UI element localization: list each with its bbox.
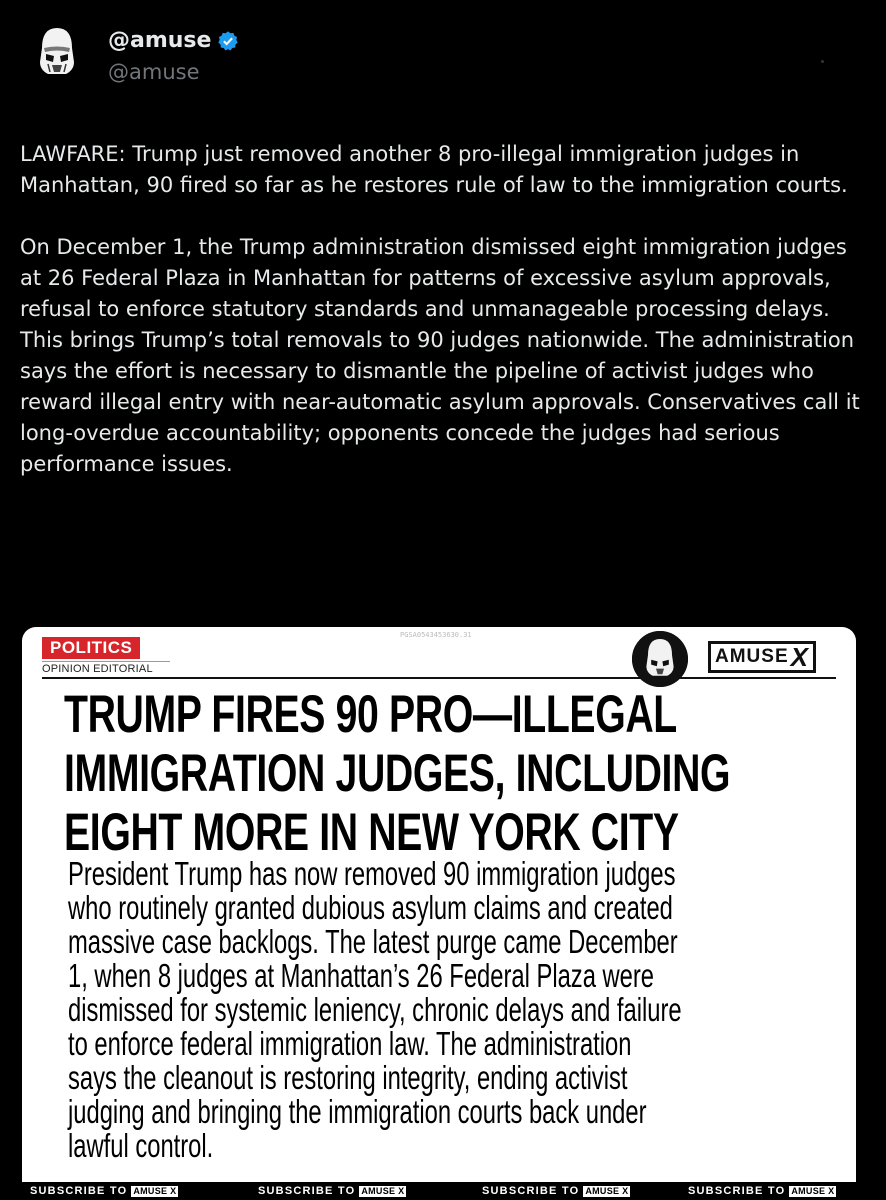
verified-badge-icon [217, 30, 239, 52]
tweet-paragraph-2: On December 1, the Trump administration dismissed eight immigration judges at 26 Federal Plaza in Manhattan for patterns of excessive asylum approvals, refusal to enforce statutory standards and unmanageable processing delays. This brings Trump’s total removals to 90 judges nationwide. The administration says the effort is necessary to dismantle the pipeline of activist judges who reward illegal entry with near-automatic asylum approvals. Conservatives call it long-overdue accountability; opponents concede the judges had serious performance issues. [20, 235, 860, 476]
subscribe-item [258, 1185, 406, 1197]
display-name[interactable] [108, 28, 239, 53]
tweet-text [20, 139, 870, 480]
user-handle[interactable]: @amuse [108, 60, 200, 84]
subscribe-logo: AMUSE X [791, 1185, 835, 1196]
more-options-icon[interactable] [821, 60, 824, 63]
subscribe-label: SUBSCRIBE TO [482, 1185, 580, 1197]
avatar[interactable] [22, 18, 92, 88]
subscribe-label: SUBSCRIBE TO [688, 1185, 786, 1197]
subscribe-strip [0, 1182, 886, 1200]
stormtrooper-helmet-icon [22, 18, 92, 88]
subscribe-item [482, 1185, 630, 1197]
graphic-headline: TRUMP FIRES 90 PRO—ILLEGAL IMMIGRATION JUDGES, INCLUDING EIGHT MORE IN NEW YORK CITY [64, 685, 731, 862]
graphic-body: President Trump has now removed 90 immigration judges who routinely granted dubious asylum claims and created massive case backlogs. The latest purge came December 1, when 8 judges at Manhattan’s 26 Federal Plaza were dismissed for systemic leniency, chronic delays and failure to enforce federal immigration law. The administration says the cleanout is restoring integrity, ending activist judging and bringing the immigration courts back under lawful control. [68, 855, 682, 1164]
subscribe-item [688, 1185, 836, 1197]
politics-tag: POLITICS [42, 637, 140, 659]
subscribe-label: SUBSCRIBE TO [30, 1185, 128, 1197]
attached-image[interactable] [22, 627, 856, 1182]
serial-number: PGSA0543453630.31 [400, 631, 472, 639]
brand-mark: X [790, 641, 809, 672]
header-divider [42, 677, 836, 679]
brand-name: AMUSE [715, 646, 789, 667]
subscribe-logo: AMUSE X [133, 1185, 177, 1196]
tweet-paragraph-1: LAWFARE: Trump just removed another 8 pro-illegal immigration judges in Manhattan, 90 fired so far as he restores rule of law to the immigration courts. [20, 142, 848, 197]
opinion-editorial-label: OPINION EDITORIAL [42, 661, 170, 675]
subscribe-logo: AMUSE X [585, 1185, 629, 1196]
display-name-text: @amuse [108, 28, 212, 53]
brand-logo [708, 641, 816, 673]
subscribe-logo: AMUSE X [361, 1185, 405, 1196]
subscribe-item [30, 1185, 178, 1197]
subscribe-label: SUBSCRIBE TO [258, 1185, 356, 1197]
